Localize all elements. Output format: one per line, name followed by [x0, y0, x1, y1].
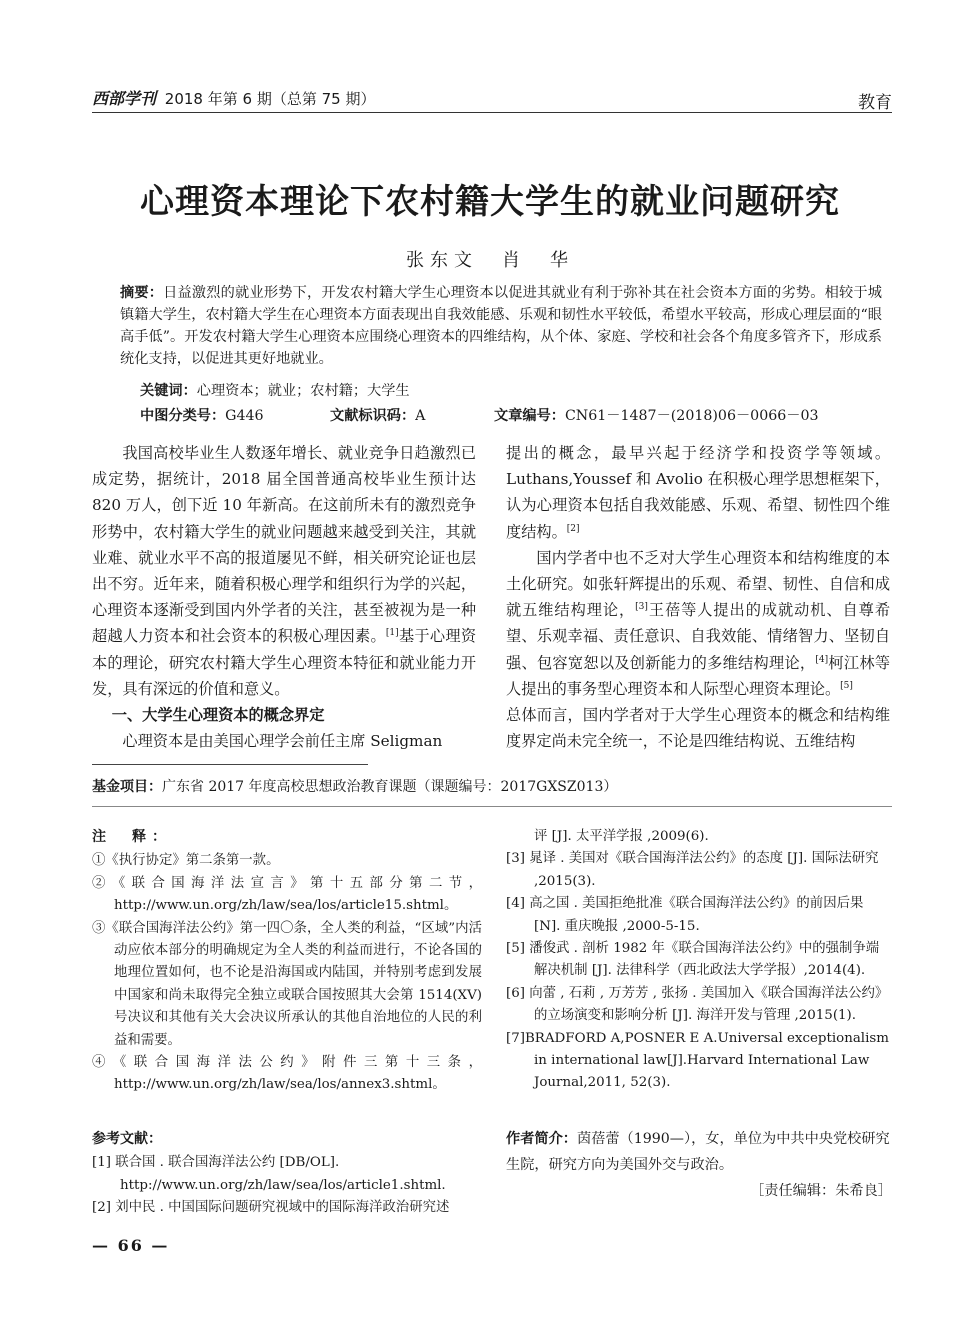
citation: [5] — [840, 680, 853, 691]
header-rule — [92, 112, 892, 113]
body-paragraph — [506, 440, 890, 545]
clc-number — [140, 405, 264, 425]
section-heading: 一、大学生心理资本的概念界定 — [111, 706, 325, 725]
keywords-label: 关键词： — [140, 383, 197, 399]
paragraph-text: 王蓓等人提出的成就动机、自尊希望、乐观幸福、责任意识、自我效能、情绪智力、坚韧自强、包容宽恕以及创新能力的多维结构理论， — [506, 601, 891, 672]
note-item: ②《联合国海洋法宣言》第十五部分第二节，http://www.un.org/zh/law/sea/los/article15.shtml。 — [92, 875, 482, 914]
issue-info: 2018 年第 6 期（总第 75 期） — [164, 90, 376, 108]
author-bio-label: 作者简介： — [506, 1131, 577, 1147]
reference-item: [4] 高之国 . 美国拒绝批准《联合国海洋法公约》的前因后果 [N]. 重庆晚报 ,2000-5-15. — [506, 896, 864, 934]
citation: [4] — [815, 654, 829, 665]
keywords — [140, 380, 410, 400]
notes-block — [92, 826, 482, 1097]
article-number — [494, 405, 819, 425]
doc-label: 文献标识码： — [330, 408, 416, 424]
references-left — [92, 1128, 482, 1220]
author-bio — [506, 1126, 892, 1178]
notes-heading: 注 释： — [92, 829, 172, 845]
authors: 张东文 肖 华 — [406, 250, 574, 271]
reference-item: [3] 晁译 . 美国对《联合国海洋法公约》的态度 [J]. 国际法研究 ,2015(3). — [506, 851, 879, 889]
fund-label: 基金项目： — [92, 779, 162, 795]
body-column-right — [506, 440, 890, 754]
paragraph-text: 国内学者中也不乏对大学生心理资本和结构维度的本土化研究。如张轩辉提出的乐观、希望、韧性、自信和成就五维结构理论， — [506, 548, 890, 620]
reference-item: [1] 联合国 . 联合国海洋法公约 [DB/OL]. http://www.un.org/zh/law/sea/los/article1.shtml. — [92, 1155, 446, 1193]
keywords-text: 心理资本；就业；农村籍；大学生 — [196, 383, 410, 399]
paragraph-text: 提出的概念，最早兴起于经济学和投资学等领域。Luthans,Youssef 和 Avolio 在积极心理学思想框架下，认为心理资本包括自我效能感、乐观、希望、韧性四个维度结构。 — [506, 444, 890, 541]
note-item: ①《执行协定》第二条第一款。 — [92, 853, 280, 869]
clc-value: G446 — [225, 408, 264, 424]
paragraph-text: 我国高校毕业生人数逐年增长、就业竞争日趋激烈已成定势，据统计，2018 届全国普通高校毕业生预计达 820 万人，创下近 10 年新高。在这前所未有的激烈竞争形势中，农村籍大学生的就业问题越来越受到关注，其就业难、就业水平不高的报道屡见不鲜，相关研究论证也层出不穷。近年来，随着积极心理学和组织行为学的兴起，心理资本逐渐受到国内外学者的关注，甚至被视为是一种超越人力资本和社会资本的积极心理因素。 — [92, 444, 476, 646]
art-label: 文章编号： — [494, 408, 565, 424]
citation: [1] — [385, 628, 399, 639]
section-divider — [92, 806, 892, 807]
author-bio-text: 茵蓓蕾（1990—），女，单位为中共中央党校研究生院，研究方向为美国外交与政治。 — [506, 1131, 890, 1173]
citation: [2] — [566, 523, 580, 534]
fund-note — [92, 776, 617, 796]
body-paragraph: 心理资本是由美国心理学会前任主席 Seligman — [122, 732, 443, 751]
article-title: 心理资本理论下农村籍大学生的就业问题研究 — [140, 182, 840, 222]
references-right — [506, 826, 890, 1095]
doc-code — [330, 405, 425, 425]
fund-text: 广东省 2017 年度高校思想政治教育课题（课题编号：2017GXSZ013） — [162, 779, 618, 795]
abstract-text: 日益激烈的就业形势下，开发农村籍大学生心理资本以促进其就业有利于弥补其在社会资本方面的劣势。相较于城镇籍大学生，农村籍大学生在心理资本方面表现出自我效能感、乐观和韧性水平较低，希望水平较高，形成心理层面的“眼高手低”。开发农村籍大学生心理资本应围绕心理资本的四维结构，从个体、家庭、学校和社会各个角度多管齐下，形成系统化支持，以促进其更好地就业。 — [120, 285, 882, 367]
body-paragraph — [92, 440, 476, 702]
reference-item: [6] 向蕾 , 石莉 , 万芳芳 , 张扬 . 美国加入《联合国海洋法公约》的立场演变和影响分析 [J]. 海洋开发与管理 ,2015(1). — [506, 985, 889, 1024]
reference-continuation: 评 [J]. 太平洋学报 ,2009(6). — [534, 829, 709, 844]
note-item: ③《联合国海洋法公约》第一四〇条，全人类的利益，“区域”内活动应依本部分的明确规定为全人类的利益而进行，不论各国的地理位置如何，也不论是沿海国或内陆国，并特别考虑到发展中国家和尚未取得完全独立或联合国按照其大会第 1514(XV) 号决议和其他有关大会决议所承认的其他自治地位的人民的利益和需要。 — [92, 920, 482, 1048]
doc-value: A — [415, 408, 426, 424]
reference-item: [7]BRADFORD A,POSNER E A.Universal exceptionalism in international law[J].Harvard International Law Journal,2011, 52(3). — [506, 1030, 889, 1091]
running-header — [92, 86, 375, 109]
abstract-label: 摘要： — [120, 285, 164, 301]
section-label: 教育 — [858, 93, 892, 113]
paragraph-text: 柯江林等人提出的事务型心理资本和人际型心理资本理论。 — [506, 653, 890, 698]
note-item: ④《联合国海洋法公约》附件三第十三条，http://www.un.org/zh/law/sea/los/annex3.shtml。 — [92, 1055, 482, 1093]
abstract — [120, 282, 882, 370]
references-heading: 参考文献： — [92, 1131, 162, 1147]
reference-item: [5] 潘俊武 . 剖析 1982 年《联合国海洋法公约》中的强制争端解决机制 [J]. 法律科学（西北政法大学学报）,2014(4). — [506, 941, 880, 979]
citation: [3] — [635, 602, 648, 613]
paragraph-text: 基于心理资本的理论，研究农村籍大学生心理资本特征和就业能力开发，具有深远的价值和意义。 — [92, 627, 476, 698]
footnote-rule — [92, 764, 368, 765]
body-paragraph — [506, 545, 890, 755]
responsible-editor: ［责任编辑：朱希良］ — [750, 1183, 892, 1199]
body-column-left — [92, 440, 476, 754]
paragraph-text: 总体而言，国内学者对于大学生心理资本的概念和结构维度界定尚未完全统一，不论是四维结构说、五维结构 — [506, 706, 890, 751]
art-value: CN61－1487－(2018)06－0066－03 — [564, 408, 819, 424]
reference-item: [2] 刘中民 . 中国国际问题研究视域中的国际海洋政治研究述 — [92, 1200, 450, 1216]
page-number: — 66 — — [92, 1236, 170, 1255]
clc-label: 中图分类号： — [140, 408, 226, 424]
journal-name: 西部学刊 — [92, 89, 157, 108]
